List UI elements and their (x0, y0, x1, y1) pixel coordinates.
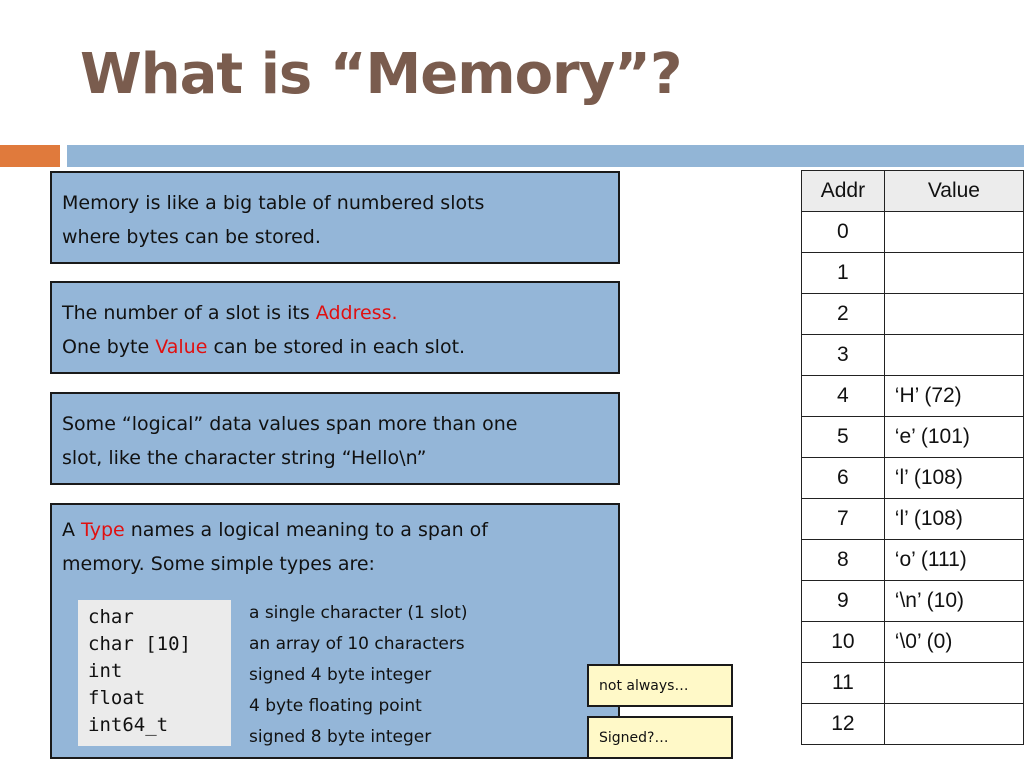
value-cell (884, 335, 1023, 376)
logical-values-box (50, 392, 620, 485)
types-box (50, 503, 620, 759)
slide-title: What is “Memory”? (80, 42, 682, 107)
value-cell: ‘l’ (108) (884, 499, 1023, 540)
table-row (802, 540, 1024, 581)
value-cell (884, 253, 1023, 294)
value-cell (884, 704, 1023, 745)
type-description: 4 byte floating point (249, 696, 422, 716)
accent-bar-blue (67, 145, 1024, 167)
box4-line1-pre: A (62, 519, 82, 541)
address-term: Address. (315, 302, 398, 324)
box2-line2 (62, 330, 608, 364)
addr-cell: 0 (802, 212, 885, 253)
addr-cell: 4 (802, 376, 885, 417)
type-description: a single character (1 slot) (249, 603, 468, 623)
addr-cell: 6 (802, 458, 885, 499)
addr-cell: 1 (802, 253, 885, 294)
addr-cell: 9 (802, 581, 885, 622)
box2-line1 (62, 296, 608, 330)
type-term: Type (81, 519, 125, 541)
value-cell (884, 294, 1023, 335)
table-row (802, 663, 1024, 704)
addr-cell: 12 (802, 704, 885, 745)
addr-cell: 7 (802, 499, 885, 540)
type-name: float (88, 687, 146, 709)
box4-line2: memory. Some simple types are: (62, 553, 375, 575)
value-cell: ‘l’ (108) (884, 458, 1023, 499)
table-row (802, 499, 1024, 540)
value-cell: ‘\0’ (0) (884, 622, 1023, 663)
note-signed: Signed?… (587, 716, 733, 759)
type-description: signed 8 byte integer (249, 727, 432, 747)
table-row (802, 622, 1024, 663)
type-name: int (88, 660, 123, 682)
value-cell (884, 663, 1023, 704)
addr-cell: 5 (802, 417, 885, 458)
box4-line1-post: names a logical meaning to a span of (124, 519, 488, 541)
table-row (802, 212, 1024, 253)
accent-bar-orange (0, 145, 60, 167)
box2-line2-text-post: can be stored in each slot. (207, 336, 466, 358)
table-row (802, 253, 1024, 294)
value-cell: ‘e’ (101) (884, 417, 1023, 458)
memory-table (801, 170, 1024, 745)
addr-cell: 3 (802, 335, 885, 376)
header-addr: Addr (802, 171, 885, 212)
addr-cell: 11 (802, 663, 885, 704)
table-row (802, 417, 1024, 458)
note-not-always: not always… (587, 664, 733, 707)
table-row (802, 294, 1024, 335)
type-descriptions (249, 598, 468, 753)
type-name: char [10] (88, 633, 191, 655)
box3-line1: Some “logical” data values span more than one (62, 413, 518, 435)
box1-line2: where bytes can be stored. (62, 226, 321, 248)
value-cell (884, 212, 1023, 253)
address-value-box (50, 281, 620, 374)
type-names-code-block (78, 600, 231, 746)
value-cell: ‘\n’ (10) (884, 581, 1023, 622)
addr-cell: 2 (802, 294, 885, 335)
box2-line1-text: The number of a slot is its (62, 302, 316, 324)
type-description: an array of 10 characters (249, 634, 465, 654)
box3-line2: slot, like the character string “Hello\n” (62, 447, 427, 469)
box2-line2-text-pre: One byte (62, 336, 156, 358)
table-row (802, 376, 1024, 417)
addr-cell: 10 (802, 622, 885, 663)
type-name: int64_t (88, 714, 169, 736)
box1-line1: Memory is like a big table of numbered slots (62, 192, 485, 214)
table-row (802, 704, 1024, 745)
type-name: char (88, 606, 134, 628)
value-cell: ‘o’ (111) (884, 540, 1023, 581)
table-header-row (802, 171, 1024, 212)
value-term: Value (155, 336, 208, 358)
table-row (802, 581, 1024, 622)
header-value: Value (884, 171, 1023, 212)
box4-line1 (62, 513, 608, 547)
value-cell: ‘H’ (72) (884, 376, 1023, 417)
table-row (802, 335, 1024, 376)
table-row (802, 458, 1024, 499)
type-description: signed 4 byte integer (249, 665, 432, 685)
memory-definition-box (50, 171, 620, 264)
addr-cell: 8 (802, 540, 885, 581)
